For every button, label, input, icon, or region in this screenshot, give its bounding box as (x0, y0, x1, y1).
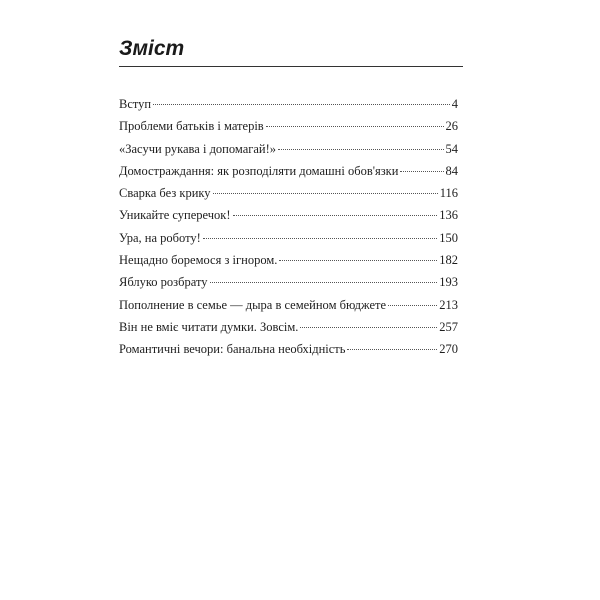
toc-entry-page: 26 (445, 119, 458, 134)
toc-entry-title: Яблуко розбрату (119, 275, 208, 290)
toc-entry-title: Ура, на роботу! (119, 230, 201, 245)
toc-entry-page: 213 (439, 297, 458, 312)
toc-entry (119, 231, 458, 253)
toc-entry-title: «Засучи рукава і допомагай!» (119, 141, 277, 156)
toc-entry (119, 97, 458, 119)
toc-entry-title: Сварка без крику (119, 186, 211, 201)
toc-entry-page: 54 (445, 141, 458, 156)
toc-leader-dots (400, 171, 443, 172)
toc-entry-title: Домостраждання: як розподіляти домашні обов'язки (119, 163, 399, 178)
toc-entry (119, 342, 458, 364)
toc-leader-dots (278, 149, 443, 150)
toc-entry-title: Вступ (119, 97, 152, 111)
table-of-contents (119, 97, 458, 365)
toc-leader-dots (347, 349, 437, 350)
toc-entry-title: Проблеми батьків і матерів (119, 119, 264, 134)
toc-entry (119, 164, 458, 186)
page-title: Зміст (119, 37, 185, 60)
toc-entry-title: Пополнение в семье — дыра в семейном бюджете (119, 297, 387, 312)
toc-entry (119, 186, 458, 208)
toc-entry (119, 320, 458, 342)
toc-leader-dots (210, 282, 438, 283)
toc-entry-page: 116 (439, 186, 458, 201)
toc-entry-page: 136 (439, 208, 458, 223)
toc-leader-dots (279, 260, 437, 261)
toc-entry-page: 193 (439, 275, 458, 290)
toc-entry (119, 298, 458, 320)
toc-entry-page: 84 (445, 163, 458, 178)
toc-leader-dots (213, 193, 438, 194)
toc-leader-dots (203, 238, 437, 239)
toc-entry-page: 182 (439, 253, 458, 268)
toc-leader-dots (300, 327, 437, 328)
toc-entry-page: 4 (451, 97, 458, 111)
toc-entry (119, 119, 458, 141)
title-divider (119, 66, 463, 67)
toc-entry (119, 142, 458, 164)
toc-leader-dots (153, 104, 450, 105)
toc-entry-page: 150 (439, 230, 458, 245)
toc-entry (119, 208, 458, 230)
toc-entry-page: 270 (439, 342, 458, 357)
toc-entry (119, 275, 458, 297)
toc-leader-dots (388, 305, 437, 306)
toc-leader-dots (266, 126, 444, 127)
toc-entry (119, 253, 458, 275)
toc-entry-title: Уникайте суперечок! (119, 208, 231, 223)
toc-entry-title: Він не вміє читати думки. Зовсім. (119, 319, 299, 334)
toc-entry-title: Нещадно боремося з ігнором. (119, 253, 278, 268)
toc-entry-title: Романтичні вечори: банальна необхідність (119, 342, 346, 357)
toc-leader-dots (233, 215, 438, 216)
toc-entry-page: 257 (439, 319, 458, 334)
